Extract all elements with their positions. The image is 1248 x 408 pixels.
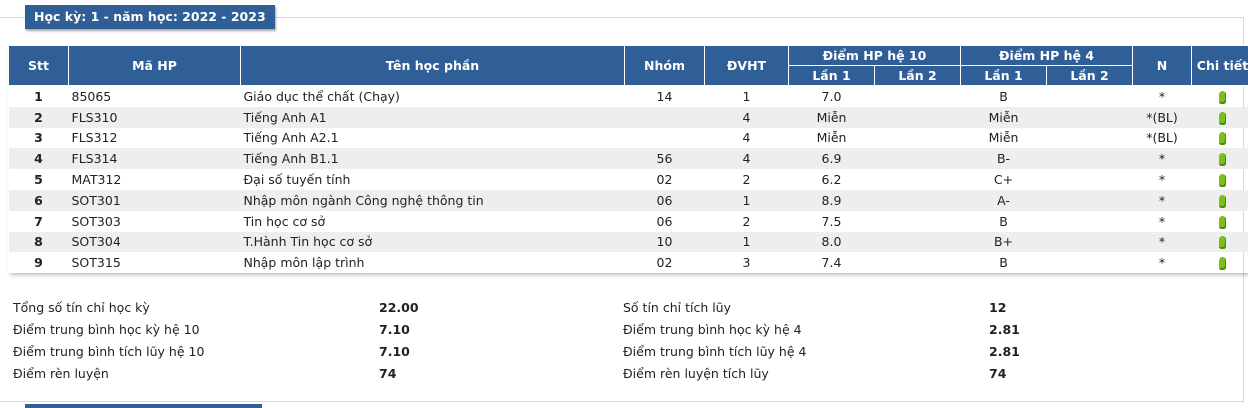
cell-he4-lan1: B <box>999 255 1008 271</box>
cell-he4-lan2 <box>1047 128 1133 149</box>
cell-he4-lan1: C+ <box>993 172 1014 188</box>
header-he10-lan1: Lần 1 <box>789 66 875 86</box>
summary-right <box>623 297 1183 385</box>
header-diem-he-10: Điểm HP hệ 10 <box>789 46 961 66</box>
cell-he10-lan2 <box>875 148 961 169</box>
cell-ma-hp: SOT304 <box>69 232 241 253</box>
summary-label: Điểm trung bình học kỳ hệ 4 <box>623 322 802 337</box>
cell-he4-lan2 <box>1047 232 1133 253</box>
header-dvht: ĐVHT <box>705 46 789 86</box>
cell-chi-tiet <box>1192 86 1248 107</box>
cell-he10-lan2 <box>875 169 961 190</box>
table-row <box>9 169 1248 190</box>
header-ten-hp: Tên học phần <box>241 46 625 86</box>
cell-chi-tiet <box>1192 169 1248 190</box>
cell-he4-lan1: A- <box>961 190 1047 211</box>
cell-dvht: 4 <box>705 148 789 169</box>
cell-he4-lan1: B- <box>961 148 1047 169</box>
cell-chi-tiet <box>1192 232 1248 253</box>
cell-he10-lan1: Miễn <box>816 130 847 146</box>
cell-he4-lan1: B <box>999 213 1008 229</box>
cell-he10-lan2 <box>875 232 961 253</box>
summary-label: Điểm rèn luyện tích lũy <box>623 366 769 381</box>
cell-n: * <box>1133 190 1192 211</box>
cell-he10-lan1: 8.0 <box>789 232 875 253</box>
cell-nhom <box>625 128 705 149</box>
cell-dvht: 1 <box>742 88 751 104</box>
cell-chi-tiet <box>1192 148 1248 169</box>
cell-ma-hp: MAT312 <box>71 172 122 188</box>
table-row <box>9 232 1248 253</box>
cell-stt: 7 <box>34 213 43 229</box>
cell-ten-hp: Tiếng Anh A2.1 <box>243 130 339 146</box>
cell-chi-tiet <box>1192 107 1248 128</box>
cell-ten-hp: Tiếng Anh A1 <box>241 107 625 128</box>
header-he10-lan2: Lần 2 <box>875 66 961 86</box>
summary-label: Điểm trung bình học kỳ hệ 10 <box>13 322 200 337</box>
cell-nhom: 02 <box>656 172 673 188</box>
cell-he10-lan2 <box>875 190 961 211</box>
cell-dvht: 1 <box>705 232 789 253</box>
cell-stt: 4 <box>9 148 69 169</box>
cell-he10-lan1: 7.0 <box>821 88 842 104</box>
cell-he10-lan1: 6.9 <box>789 148 875 169</box>
detail-leaf-icon[interactable] <box>1219 257 1226 270</box>
header-diem-he-4: Điểm HP hệ 4 <box>961 46 1133 66</box>
cell-ten-hp: Giáo dục thể chất (Chạy) <box>243 88 400 104</box>
cell-he4-lan2 <box>1047 148 1133 169</box>
cell-n: * <box>1158 172 1166 188</box>
detail-leaf-icon[interactable] <box>1219 236 1226 249</box>
header-ma-hp: Mã HP <box>69 46 241 86</box>
cell-he4-lan2 <box>1047 190 1133 211</box>
cell-nhom: 14 <box>656 88 673 104</box>
cell-stt: 6 <box>9 190 69 211</box>
cell-n: *(BL) <box>1133 107 1192 128</box>
header-stt: Stt <box>9 46 69 86</box>
table-row <box>9 252 1248 273</box>
cell-he4-lan2 <box>1047 86 1133 107</box>
cell-stt: 1 <box>34 88 43 104</box>
grades-table <box>8 45 1248 273</box>
cell-n: * <box>1133 232 1192 253</box>
cell-ten-hp: Tiếng Anh B1.1 <box>241 148 625 169</box>
cell-nhom: 06 <box>656 213 673 229</box>
cell-chi-tiet <box>1192 190 1248 211</box>
cell-nhom: 56 <box>625 148 705 169</box>
semester-title: Học kỳ: 1 - năm học: 2022 - 2023 <box>25 5 275 29</box>
cell-stt: 5 <box>34 172 43 188</box>
header-he4-lan2: Lần 2 <box>1047 66 1133 86</box>
cell-he4-lan2 <box>1047 107 1133 128</box>
cell-he10-lan1: 6.2 <box>821 172 842 188</box>
cell-ten-hp: Nhập môn ngành Công nghệ thông tin <box>241 190 625 211</box>
detail-leaf-icon[interactable] <box>1219 216 1226 229</box>
cell-n: * <box>1133 148 1192 169</box>
summary-label: Điểm trung bình tích lũy hệ 10 <box>13 344 205 359</box>
cell-n: * <box>1158 88 1166 104</box>
cell-nhom: 02 <box>656 255 673 271</box>
cell-he10-lan1: 8.9 <box>789 190 875 211</box>
cell-ma-hp: SOT303 <box>71 213 121 229</box>
cell-chi-tiet <box>1192 211 1248 232</box>
cell-dvht: 2 <box>742 172 751 188</box>
cell-stt: 8 <box>9 232 69 253</box>
cell-ma-hp: FLS312 <box>71 130 118 146</box>
summary-value: 2.81 <box>989 322 1020 337</box>
summary-value: 74 <box>379 366 397 381</box>
summary-label: Số tín chỉ tích lũy <box>623 300 732 315</box>
cell-he10-lan2 <box>875 252 961 273</box>
cell-chi-tiet <box>1192 128 1248 149</box>
next-semester-title-bar <box>25 404 262 408</box>
cell-nhom: 06 <box>625 190 705 211</box>
summary-left <box>13 297 573 385</box>
cell-he10-lan2 <box>875 107 961 128</box>
header-chi-tiet: Chi tiết <box>1192 46 1248 86</box>
cell-dvht: 4 <box>705 107 789 128</box>
detail-leaf-icon[interactable] <box>1219 112 1226 125</box>
cell-dvht: 3 <box>742 255 751 271</box>
summary-label: Tổng số tín chỉ học kỳ <box>13 300 150 315</box>
cell-nhom <box>625 107 705 128</box>
detail-leaf-icon[interactable] <box>1219 174 1226 187</box>
cell-ma-hp: SOT301 <box>69 190 241 211</box>
summary-label: Điểm trung bình tích lũy hệ 4 <box>623 344 807 359</box>
detail-leaf-icon[interactable] <box>1219 132 1226 145</box>
cell-ten-hp: Nhập môn lập trình <box>243 255 365 271</box>
table-row <box>9 148 1248 169</box>
cell-ten-hp: Đại số tuyến tính <box>243 172 351 188</box>
cell-he4-lan1: B <box>999 88 1008 104</box>
table-row <box>9 86 1248 107</box>
cell-ma-hp: 85065 <box>71 88 112 104</box>
cell-ten-hp: T.Hành Tin học cơ sở <box>241 232 625 253</box>
cell-he4-lan2 <box>1047 252 1133 273</box>
cell-dvht: 1 <box>705 190 789 211</box>
cell-stt: 2 <box>9 107 69 128</box>
cell-dvht: 2 <box>742 213 751 229</box>
cell-chi-tiet <box>1192 252 1248 273</box>
cell-stt: 9 <box>34 255 43 271</box>
cell-ma-hp: FLS310 <box>69 107 241 128</box>
cell-ma-hp: SOT315 <box>71 255 121 271</box>
summary-value: 7.10 <box>379 322 410 337</box>
table-row <box>9 211 1248 232</box>
header-he4-lan1: Lần 1 <box>961 66 1047 86</box>
cell-he10-lan2 <box>875 211 961 232</box>
summary-value: 7.10 <box>379 344 410 359</box>
table-row <box>9 190 1248 211</box>
detail-leaf-icon[interactable] <box>1219 153 1226 166</box>
summary-value: 74 <box>989 366 1007 381</box>
cell-dvht: 4 <box>742 130 751 146</box>
summary-label: Điểm rèn luyện <box>13 366 109 381</box>
cell-ma-hp: FLS314 <box>69 148 241 169</box>
cell-he4-lan2 <box>1047 169 1133 190</box>
cell-ten-hp: Tin học cơ sở <box>243 213 326 229</box>
header-nhom: Nhóm <box>625 46 705 86</box>
table-row <box>9 107 1248 128</box>
cell-n: *(BL) <box>1146 130 1178 146</box>
summary-value: 2.81 <box>989 344 1020 359</box>
cell-he10-lan1: 7.5 <box>821 213 842 229</box>
summary-value: 22.00 <box>379 300 419 315</box>
cell-he10-lan1: 7.4 <box>821 255 842 271</box>
cell-nhom: 10 <box>625 232 705 253</box>
cell-n: * <box>1158 255 1166 271</box>
header-n: N <box>1133 46 1192 86</box>
cell-n: * <box>1158 213 1166 229</box>
cell-he10-lan2 <box>875 86 961 107</box>
summary-value: 12 <box>989 300 1007 315</box>
cell-he4-lan1: Miễn <box>988 130 1019 146</box>
cell-he4-lan1: Miễn <box>961 107 1047 128</box>
cell-he10-lan2 <box>875 128 961 149</box>
detail-leaf-icon[interactable] <box>1219 91 1226 104</box>
table-row <box>9 128 1248 149</box>
cell-he10-lan1: Miễn <box>789 107 875 128</box>
cell-he4-lan2 <box>1047 211 1133 232</box>
cell-he4-lan1: B+ <box>961 232 1047 253</box>
cell-stt: 3 <box>34 130 43 146</box>
detail-leaf-icon[interactable] <box>1219 195 1226 208</box>
